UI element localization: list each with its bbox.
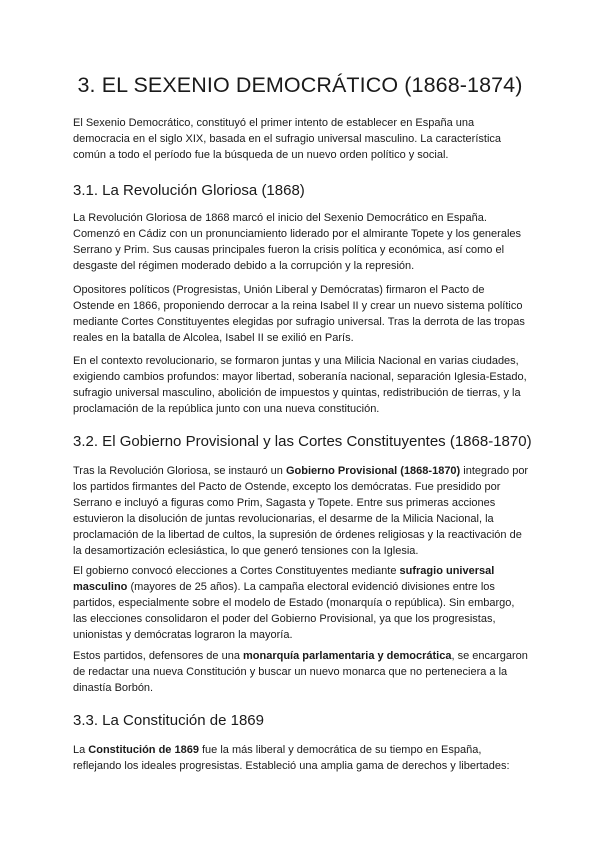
paragraph-elecciones-cortes xyxy=(73,563,529,643)
text-run: Estos partidos, defensores de una xyxy=(73,650,243,662)
paragraph-monarquia-parlamentaria xyxy=(73,648,529,696)
paragraph-gobierno-provisional xyxy=(73,463,529,559)
text-run: Tras la Revolución Gloriosa, se instauró un xyxy=(73,465,286,477)
section-heading-revolucion-gloriosa: 3.1. La Revolución Gloriosa (1868) xyxy=(73,182,305,199)
bold-term: Gobierno Provisional (1868-1870) xyxy=(285,465,461,477)
paragraph-constitucion-1869 xyxy=(73,742,529,774)
paragraph-revolucion-origen: La Revolución Gloriosa de 1868 marcó el inicio del Sexenio Democrático en España. Comenzó en Cádiz con un pronunciamiento liderado por el almirante Topete y los generales Serrano y Prim. Sus causas principales fueron la crisis política y económica, así como el desgaste del régimen moderado debido a la corrupción y la represión. xyxy=(73,212,522,272)
text-run: El gobierno convocó elecciones a Cortes Constituyentes mediante xyxy=(73,565,400,577)
bold-term: Constitución de 1869 xyxy=(88,744,199,756)
page-title: 3. EL SEXENIO DEMOCRÁTICO (1868-1874) xyxy=(77,73,523,97)
paragraph-pacto-ostende: Opositores políticos (Progresistas, Unión Liberal y Demócratas) firmaron el Pacto de Ostende en 1866, proponiendo derrocar a la reina Isabel II y crear un nuevo sistema político mediante Cortes Constituyentes elegidas por sufragio universal. Tras la derrota de las tropas reales en la batalla de Alcolea, Isabel II se exilió en París. xyxy=(73,284,525,344)
bold-term: sufragio universal masculino xyxy=(73,565,495,593)
section-heading-constitucion-1869: 3.3. La Constitución de 1869 xyxy=(73,712,264,729)
bold-term: monarquía parlamentaria y democrática xyxy=(243,650,452,662)
text-run: integrado por los partidos firmantes del Pacto de Ostende, excepto los demócratas. Fue presidido por Serrano e incluyó a figuras como Prim, Sagasta y Topete. Entre sus primeras acciones estuvieron la disolución de juntas revolucionarias, el desarme de la Milicia Nacional, la proclamación de la libertad de cultos, la supresión de órdenes religiosas y la reactivación de la desamortización eclesiástica, lo que generó tensiones con la Iglesia. xyxy=(73,465,529,557)
intro-paragraph: El Sexenio Democrático, constituyó el primer intento de establecer en España una democracia en el siglo XIX, basada en el sufragio universal masculino. La característica común a todo el período fue la búsqueda de un nuevo orden político y social. xyxy=(73,117,502,161)
section-heading-gobierno-provisional: 3.2. El Gobierno Provisional y las Cortes Constituyentes (1868-1870) xyxy=(73,433,532,450)
text-run: La xyxy=(73,744,89,756)
text-run: fue la más liberal y democrática de su tiempo en España, reflejando los ideales progresistas. Estableció una amplia gama de derechos y libertades: xyxy=(73,744,510,772)
text-run: (mayores de 25 años). La campaña electoral evidenció divisiones entre los partidos, especialmente sobre el modelo de Estado (monarquía o república). Sin embargo, las elecciones consolidaron el poder del Gobierno Provisional, ya que los progresistas, unionistas y demócratas lograron la mayoría. xyxy=(73,581,515,641)
paragraph-juntas-revolucionarias: En el contexto revolucionario, se formaron juntas y una Milicia Nacional en varias ciudades, exigiendo cambios profundos: mayor libertad, soberanía nacional, separación Iglesia-Estado, sufragio universal masculino, abolición de impuestos y quintas, redistribución de tierras, y la proclamación de la república junto con una nueva constitución. xyxy=(73,355,527,415)
text-run: , se encargaron de redactar una nueva Constitución y buscar un nuevo monarca que no perteneciera a la dinastía Borbón. xyxy=(73,650,528,694)
